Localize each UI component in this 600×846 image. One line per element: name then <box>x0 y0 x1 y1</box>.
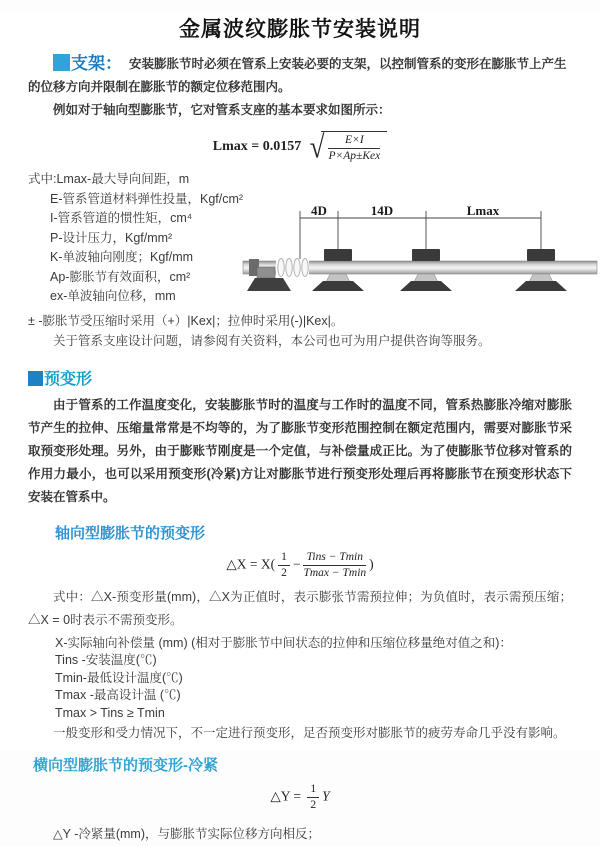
support-intro-text: 安装膨胀节时必须在管系上安装必要的支架，以控制管系的变形在膨胀节上产生的位移方向并限制在膨胀节的额定位移范围内。 <box>28 57 567 94</box>
definition-line: 式中:Lmax-最大导向间距，m <box>28 172 190 186</box>
fraction-denominator: 2 <box>281 566 287 579</box>
axial-formula <box>28 551 572 580</box>
fraction-numerator: 1 <box>278 551 290 566</box>
fraction-denominator: Tmax − Tmin <box>303 566 367 579</box>
fraction-denominator: 2 <box>310 799 317 811</box>
sqrt-fraction <box>321 131 387 163</box>
diagram-labels <box>311 203 500 218</box>
axial-formula-lhs: △X = X( <box>226 556 276 572</box>
blue-square-bullet-icon <box>28 371 43 386</box>
minus-sign: − <box>292 556 301 572</box>
sqrt-numerator: E×I <box>328 134 380 149</box>
axial-formula-rhs: ) <box>369 556 374 572</box>
lateral-formula <box>28 783 572 812</box>
support-example-line: 例如对于轴向型膨胀节，它对管系支座的基本要求如图所示： <box>53 103 391 117</box>
temperature-fraction <box>303 551 366 580</box>
radical-icon: √ <box>309 129 325 165</box>
axial-definitions <box>28 635 572 723</box>
lmax-formula <box>28 131 572 163</box>
definition-line: Tmin-最低设计温度(℃) <box>55 670 183 685</box>
one-half-fraction <box>307 783 319 812</box>
predeform-section-heading <box>28 366 572 389</box>
bellows-icon <box>276 259 309 277</box>
definition-line: I-管系管道的惯性矩，cm⁴ <box>50 211 193 225</box>
plus-minus-note: ± -膨胀节受压缩时采用（+）|Kex|；拉伸时采用(-)|Kex|。 <box>28 313 344 328</box>
lateral-formula-lhs: △Y = <box>270 788 301 804</box>
fraction-numerator: 1 <box>307 783 319 798</box>
lateral-subsection-heading: 横向型膨胀节的预变形-冷紧 <box>33 757 218 774</box>
axial-note: 一般变形和受力情况下，不一定进行预变形，足否预变形对膨胀节的疲劳寿命几乎没有影响。 <box>53 726 566 740</box>
definition-line: Tins -安装温度(℃) <box>55 653 157 667</box>
lmax-formula-lhs: Lmax = 0.0157 <box>212 139 302 155</box>
definition-line: Ap-膨胀节有效面积，cm² <box>50 269 191 284</box>
fraction-numerator: Tins − Tmin <box>303 551 366 566</box>
diagram-label-lmax: Lmax <box>466 203 500 218</box>
definition-line: Tmax -最高设计温 (℃) <box>55 688 181 702</box>
definitions-and-diagram <box>28 170 572 351</box>
page-title: 金属波纹膨胀节安装说明 <box>179 18 421 41</box>
sqrt-denominator: P×Ap±Kex <box>328 150 381 162</box>
one-half-fraction <box>278 551 290 580</box>
predeform-paragraph: 由于管系的工作温度变化，安装膨胀节时的温度与工作时的温度不同，管系热膨胀冷缩对膨胀节产生的拉伸、压缩量常常是不均等的，为了膨胀节变形范围控制在额定范围内，需要对膨胀节采取预变形处理。另外，由于膨账节刚度是一个定值，与补偿量成正比。为了使膨胀节位移对管系的作用力最小，也可以采用预变形(冷紧)方让对膨胀节进行预变形处理后再将膨胀节在预变形状态下安装在管系中。 <box>28 397 572 504</box>
axial-subsection-heading: 轴向型膨胀节的预变形 <box>55 524 206 542</box>
definition-line: P-设计压力，Kgf/mm² <box>50 230 173 245</box>
definition-line: Tmax > Tins ≥ Tmin <box>55 705 165 720</box>
support-section-heading: 支架： <box>71 54 122 73</box>
definition-line: K-单波轴向刚度；Kgf/mm <box>50 250 194 264</box>
lateral-formula-rhs: Y <box>322 788 330 804</box>
document-page <box>0 13 600 841</box>
diagram-label-4d: 4D <box>311 203 327 218</box>
consult-note: 关于管系支座设计问题，请参阅有关资料，本公司也可为用户提供咨询等服务。 <box>53 333 491 348</box>
lateral-note: △Y -冷紧量(mm)，与膨胀节实际位移方向相反； <box>53 827 321 841</box>
support-section-lead <box>28 52 572 99</box>
axial-explanation: 式中：△X-预变形量(mm)，△X为正值时，表示膨张节需预拉伸；为负值时，表示需预压缩；△X = 0时表示不需预变形。 <box>28 589 572 627</box>
predeform-heading-text: 预变形 <box>44 370 93 388</box>
diagram-label-14d: 14D <box>370 203 394 218</box>
pipe-support-diagram <box>243 204 597 292</box>
square-root <box>310 131 388 163</box>
definition-line: ex-单波轴向位移，mm <box>50 289 176 303</box>
definition-line: E-管系管道材料弹性投量，Kgf/cm² <box>50 191 244 206</box>
blue-square-bullet-icon <box>53 54 70 71</box>
definition-line: X-实际轴向补偿量 (mm) (相对于膨胀节中间状态的拉伸和压缩位移量绝对值之和)： <box>55 635 512 650</box>
document-content <box>0 52 600 846</box>
